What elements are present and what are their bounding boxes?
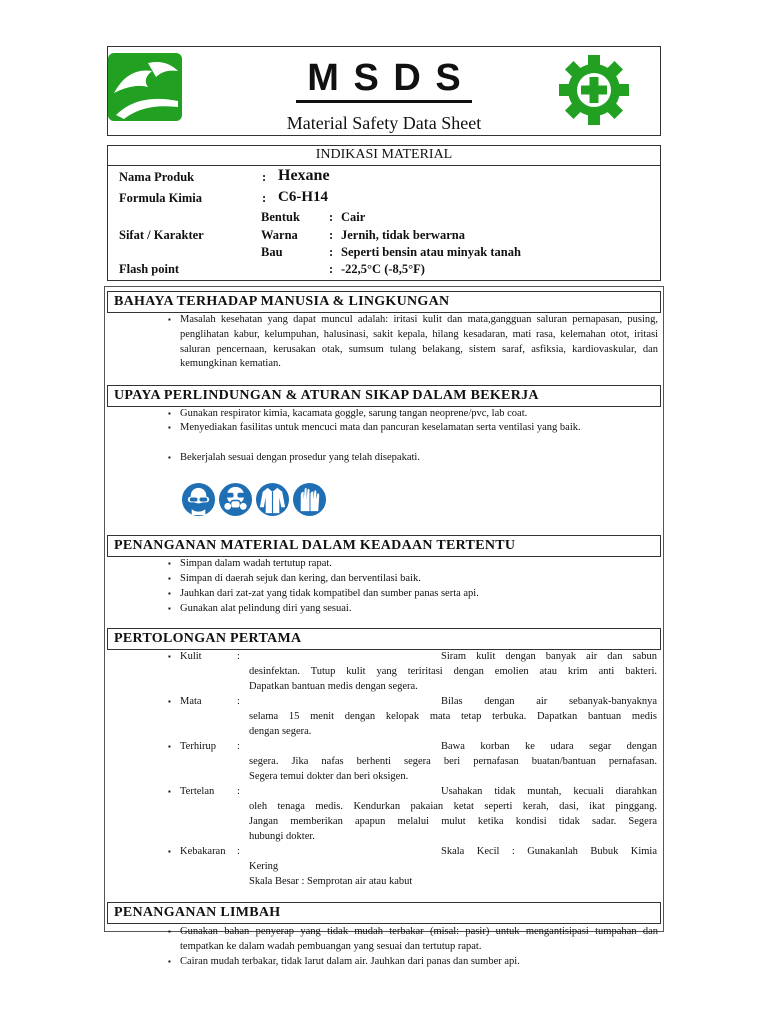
nama-colon: : (262, 170, 267, 184)
penanganan-item-2: ▪ Simpan di daerah sejuk dan kering, dan berventilasi baik. (168, 572, 658, 587)
flash-label: Flash point (119, 262, 180, 276)
indikasi-divider (107, 165, 661, 166)
fa-first-kebakaran: Skala Kecil : Gunakanlah Bubuk Kimia (441, 846, 657, 857)
bahaya-item: ▪ Masalah kesehatan yang dapat muncul adalah: iritasi kulit dan mata,gangguan saluran pernapasan, pusing, penglihatan kabur, kelumpuhan, halusinasi, sakit kepala, hilang kesadaran, mati rasa, kelemahan otot, iritasi saluran pencernaan, kerusakan otak, sumsum tulang belakang, sistem saraf, asfiksia, kardiovaskular, dan kemungkinan kematian. (168, 314, 658, 370)
warna-label: Warna (261, 228, 298, 242)
bullet-icon: ▪ (168, 315, 171, 324)
gloves-icon (292, 482, 327, 517)
nama-value: Hexane (278, 167, 330, 184)
fa-colon: : (237, 696, 240, 707)
warna-value: Jernih, tidak berwarna (341, 228, 465, 242)
fa-text-line: Skala Besar : Semprotan air atau kabut (249, 876, 413, 887)
fa-label-tertelan: ▪ Tertelan (168, 785, 214, 800)
bullet-icon: ▪ (168, 574, 171, 583)
bau-value: Seperti bensin atau minyak tanah (341, 245, 521, 259)
formula-label: Formula Kimia (119, 191, 202, 205)
fa-text-line: oleh tenaga medis. Kendurkan pakaian ketat seperti kerah, dasi, ikat pinggang. (249, 801, 657, 812)
bahaya-heading: BAHAYA TERHADAP MANUSIA & LINGKUNGAN (107, 291, 661, 313)
title-underline (296, 100, 472, 103)
fa-text-line: selama 15 menit dengan kelopak mata tetap terbuka. Dapatkan bantuan medis (249, 711, 657, 722)
indikasi-heading: INDIKASI MATERIAL (315, 147, 453, 162)
fa-text-line: dengan segera. (249, 726, 312, 737)
fa-text-line: desinfektan. Tutup kulit yang teriritasi dengan emolien atau krim anti bakteri. (249, 666, 657, 677)
fa-first-tertelan: Usahakan tidak muntah, kecuali diarahkan (441, 786, 657, 797)
bau-label: Bau (261, 245, 283, 259)
limbah-item-2: ▪ Cairan mudah terbakar, tidak larut dalam air. Jauhkan dari panas dan sumber api. (168, 955, 658, 970)
page-title: M S D S (307, 57, 463, 99)
bullet-icon: ▪ (168, 559, 171, 568)
bullet-icon: ▪ (168, 604, 171, 613)
bullet-icon: ▪ (168, 423, 171, 432)
bullet-icon: ▪ (168, 652, 171, 661)
bentuk-colon: : (329, 210, 334, 224)
company-logo-icon (108, 53, 182, 121)
page-subtitle: Material Safety Data Sheet (286, 113, 482, 133)
fa-label-kebakaran: ▪ Kebakaran (168, 845, 225, 860)
penanganan-item-1: ▪ Simpan dalam wadah tertutup rapat. (168, 557, 658, 572)
nama-label: Nama Produk (119, 170, 195, 184)
bentuk-value: Cair (341, 210, 366, 224)
flash-colon: : (329, 262, 334, 276)
fa-first-kulit: Siram kulit dengan banyak air dan sabun (441, 651, 657, 662)
bau-colon: : (329, 245, 334, 259)
upaya-item-1: ▪ Gunakan respirator kimia, kacamata goggle, sarung tangan neoprene/pvc, lab coat. (168, 407, 658, 422)
penanganan-item-4: ▪ Gunakan alat pelindung diri yang sesuai. (168, 602, 658, 617)
warna-colon: : (329, 228, 334, 242)
upaya-item-2: ▪ Menyediakan fasilitas untuk mencuci mata dan pancuran keselamatan serta ventilasi yang baik. (168, 421, 658, 436)
fa-label-terhirup: ▪ Terhirup (168, 740, 216, 755)
pertolongan-heading: PERTOLONGAN PERTAMA (107, 628, 661, 650)
bentuk-label: Bentuk (261, 210, 300, 224)
flash-value: -22,5°C (-8,5°F) (341, 262, 425, 276)
bullet-icon: ▪ (168, 453, 171, 462)
fa-first-terhirup: Bawa korban ke udara segar dengan (441, 741, 657, 752)
bullet-icon: ▪ (168, 742, 171, 751)
fa-text-line: segera. Jika nafas berhenti segera beri pernafasan buatan/bantuan pernafasan. (249, 756, 657, 767)
upaya-heading: UPAYA PERLINDUNGAN & ATURAN SIKAP DALAM BEKERJA (107, 385, 661, 407)
fa-text-line: Dapatkan bantuan medis dengan segera. (249, 681, 418, 692)
fa-colon: : (237, 651, 240, 662)
fa-colon: : (237, 786, 240, 797)
goggles-icon (181, 482, 216, 517)
safety-gear-cross-icon (558, 54, 630, 126)
penanganan-item-3: ▪ Jauhkan dari zat-zat yang tidak kompatibel dan sumber panas serta api. (168, 587, 658, 602)
fa-first-mata: Bilas dengan air sebanyak-banyaknya (441, 696, 657, 707)
bullet-icon: ▪ (168, 927, 171, 936)
fa-label-mata: ▪ Mata (168, 695, 202, 710)
bullet-icon: ▪ (168, 409, 171, 418)
fa-colon: : (237, 846, 240, 857)
lab-coat-icon (255, 482, 290, 517)
upaya-item-3: ▪ Bekerjalah sesuai dengan prosedur yang telah disepakati. (168, 451, 658, 466)
formula-colon: : (262, 191, 267, 205)
formula-value: C6-H14 (278, 189, 328, 205)
penanganan-heading: PENANGANAN MATERIAL DALAM KEADAAN TERTENTU (107, 535, 661, 557)
bullet-icon: ▪ (168, 697, 171, 706)
limbah-heading: PENANGANAN LIMBAH (107, 902, 661, 924)
sifat-label: Sifat / Karakter (119, 228, 204, 242)
fa-text-line: Segera temui dokter dan beri oksigen. (249, 771, 409, 782)
fa-text-line: Jangan memberikan apapun melalui mulut ketika kondisi tidak sadar. Segera (249, 816, 657, 827)
bullet-icon: ▪ (168, 847, 171, 856)
limbah-item-1: ▪ Gunakan bahan penyerap yang tidak mudah terbakar (misal: pasir) untuk mengantisipasi tumpahan dan tempatkan ke dalam wadah pembuangan yang sesuai dan tertutup rapat. (168, 926, 658, 952)
bullet-icon: ▪ (168, 787, 171, 796)
fa-label-kulit: ▪ Kulit (168, 650, 202, 665)
fa-colon: : (237, 741, 240, 752)
respirator-icon (218, 482, 253, 517)
bullet-icon: ▪ (168, 957, 171, 966)
fa-text-line: hubungi dokter. (249, 831, 315, 842)
fa-text-line: Kering (249, 861, 279, 872)
bullet-icon: ▪ (168, 589, 171, 598)
